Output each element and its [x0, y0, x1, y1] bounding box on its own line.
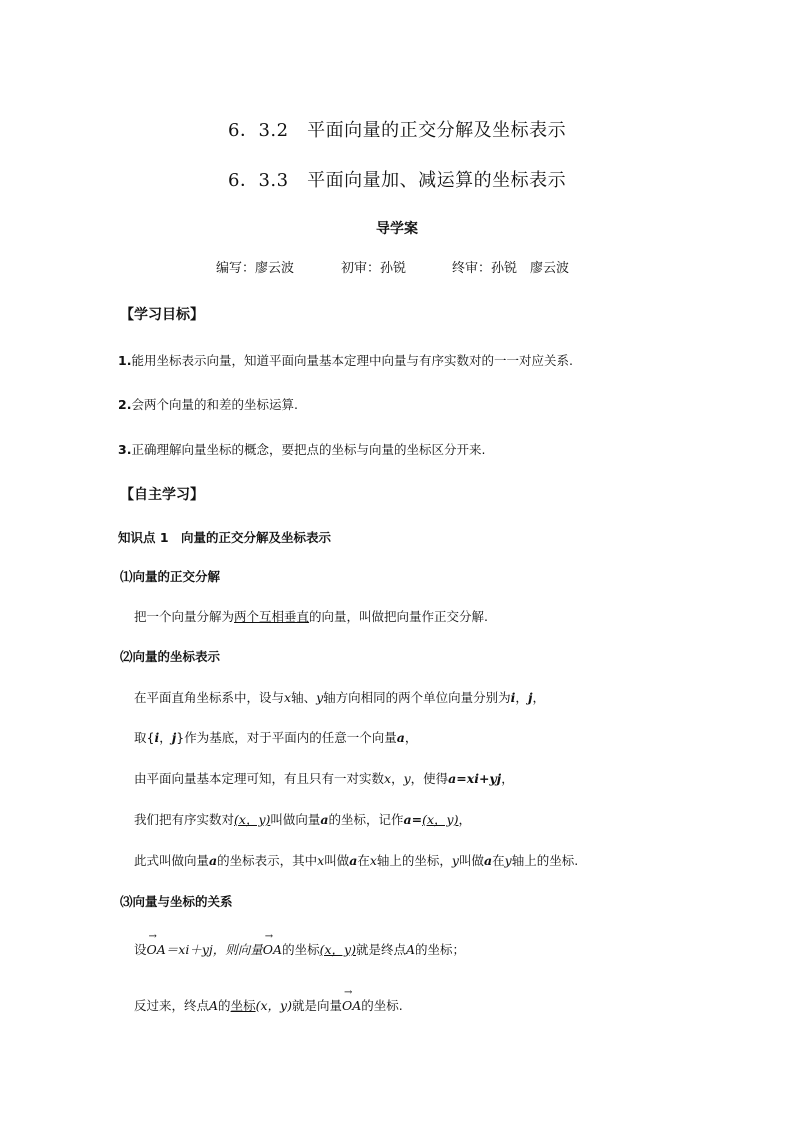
math-var: x: [369, 853, 377, 868]
goal-item-1: [118, 351, 573, 369]
text-span: 设: [134, 942, 147, 957]
text-span: 轴上的坐标，: [376, 853, 452, 868]
text-span: 反过来，终点: [134, 998, 210, 1013]
text-span: ，: [159, 730, 172, 745]
goal-text: 能用坐标表示向量，知道平面向量基本定理中向量与有序实数对的一一对应关系.: [131, 353, 573, 368]
title-line-1: 6．3.2 平面向量的正交分解及坐标表示: [228, 120, 567, 141]
underlined-answer: (x，y): [422, 812, 459, 827]
text-span: 此式叫做向量: [134, 853, 210, 868]
text-span: 的坐标；: [415, 942, 466, 957]
math-vector: a: [484, 853, 493, 868]
part2-line-5: [134, 851, 578, 869]
math-vector: a: [320, 812, 329, 827]
text-span: 叫做: [324, 853, 350, 868]
math-equation: a=: [403, 812, 423, 827]
math-pair: (x，y): [255, 998, 292, 1013]
text-span: ，: [532, 690, 545, 705]
math-equation: a=xi+yj: [448, 771, 502, 786]
text-span: 的坐标.: [361, 998, 403, 1013]
math-vector: j: [527, 690, 533, 705]
self-study-heading: 【自主学习】: [120, 487, 204, 503]
text-span: 的向量，叫做把向量作正交分解.: [309, 609, 489, 624]
goal-text: 会两个向量的和差的坐标运算.: [131, 397, 298, 412]
underlined-term: 坐标: [230, 998, 256, 1013]
underlined-answer: (x，y): [319, 942, 356, 957]
goal-item-3: [118, 440, 485, 458]
text-span: 由平面向量基本定理可知，有且只有一对实数: [134, 771, 385, 786]
part3-line-2: [134, 996, 403, 1014]
text-span: 在: [492, 853, 505, 868]
text-span: 在平面直角坐标系中，设与: [134, 690, 285, 705]
text-span: ，使得: [410, 771, 449, 786]
math-vector: i: [510, 690, 516, 705]
text-span: 的: [218, 998, 231, 1013]
goals-heading: 【学习目标】: [120, 307, 204, 323]
subtitle: 导学案: [376, 221, 418, 237]
goal-text: 正确理解向量坐标的概念，要把点的坐标与向量的坐标区分开来.: [131, 442, 486, 457]
author-editor: 编写：廖云波: [216, 261, 295, 276]
math-vector: a: [349, 853, 358, 868]
text-span: 叫做向量: [270, 812, 321, 827]
part2-heading: ⑵向量的坐标表示: [120, 649, 221, 664]
text-span: 轴、: [291, 690, 317, 705]
underlined-answer: (x，y): [234, 812, 271, 827]
goal-number: 2.: [118, 397, 132, 412]
vector-oa: → OA: [342, 998, 361, 1013]
part2-line-2: [134, 728, 417, 746]
part1-text: [134, 607, 488, 625]
text-span: }作为基底，对于平面内的任意一个向量: [176, 730, 397, 745]
text-span: ，: [404, 730, 418, 745]
vector-oa: → OA: [147, 942, 166, 957]
underlined-term: 两个互相垂直: [234, 609, 310, 624]
text-span: ，: [458, 812, 471, 827]
text-span: 的坐标，记作: [328, 812, 404, 827]
part3-heading: ⑶向量与坐标的关系: [120, 894, 233, 909]
part2-line-1: [134, 688, 545, 706]
text-span: 叫做: [458, 853, 484, 868]
text-span: 的坐标表示，其中: [217, 853, 318, 868]
text-span: 把一个向量分解为: [134, 609, 235, 624]
math-var: y: [451, 853, 459, 868]
goal-number: 3.: [118, 442, 132, 457]
text-span: 轴上的坐标.: [511, 853, 579, 868]
math-var: x: [317, 853, 325, 868]
vector-oa: → OA: [263, 942, 282, 957]
part3-line-1: [134, 940, 465, 958]
text-span: 就是终点: [355, 942, 406, 957]
goal-item-2: [118, 395, 298, 413]
topic-heading: 知识点 1 向量的正交分解及坐标表示: [118, 530, 332, 545]
math-var: A: [405, 942, 416, 957]
text-span: 的坐标: [282, 942, 320, 957]
text-span: 在: [357, 853, 370, 868]
text-span: ，: [515, 690, 528, 705]
math-var: x: [384, 771, 392, 786]
author-first-review: 初审：孙锐: [341, 261, 407, 276]
math-var: y: [403, 771, 411, 786]
text-span: 取{: [134, 730, 155, 745]
part1-heading: ⑴向量的正交分解: [120, 569, 221, 584]
title-line-2: 6．3.3 平面向量加、减运算的坐标表示: [228, 170, 567, 191]
part2-line-3: [134, 769, 514, 787]
text-span: 我们把有序实数对: [134, 812, 235, 827]
text-span: 就是向量: [291, 998, 342, 1013]
text-span: ，: [501, 771, 514, 786]
author-final-review: 终审：孙锐 廖云波: [452, 261, 570, 276]
math-var: y: [504, 853, 512, 868]
text-span: ，: [391, 771, 404, 786]
math-var: x: [284, 690, 292, 705]
math-equation: ＝xi＋yj，则向量: [165, 942, 263, 957]
math-var: A: [209, 998, 219, 1013]
math-vector: a: [396, 730, 405, 745]
text-span: 轴方向相同的两个单位向量分别为: [323, 690, 511, 705]
goal-number: 1.: [118, 353, 132, 368]
math-vector: j: [171, 730, 177, 745]
math-vector: i: [154, 730, 160, 745]
math-vector: a: [209, 853, 218, 868]
math-var: y: [316, 690, 324, 705]
part2-line-4: [134, 810, 471, 828]
